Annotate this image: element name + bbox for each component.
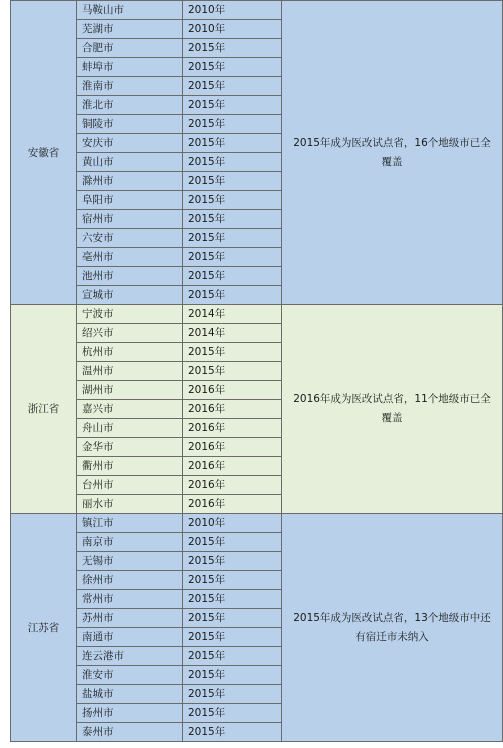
city-cell: 绍兴市 xyxy=(77,324,183,343)
city-cell: 池州市 xyxy=(77,267,183,286)
city-cell: 滁州市 xyxy=(77,172,183,191)
year-cell: 2015年 xyxy=(183,229,282,248)
province-note-cell: 2015年成为医改试点省，16个地级市已全覆盖 xyxy=(282,1,503,305)
city-cell: 衢州市 xyxy=(77,457,183,476)
year-cell: 2016年 xyxy=(183,419,282,438)
year-cell: 2015年 xyxy=(183,115,282,134)
year-cell: 2015年 xyxy=(183,362,282,381)
city-cell: 安庆市 xyxy=(77,134,183,153)
year-cell: 2015年 xyxy=(183,552,282,571)
city-cell: 南通市 xyxy=(77,628,183,647)
city-cell: 六安市 xyxy=(77,229,183,248)
province-note-cell: 2016年成为医改试点省，11个地级市已全覆盖 xyxy=(282,305,503,514)
year-cell: 2016年 xyxy=(183,438,282,457)
year-cell: 2016年 xyxy=(183,495,282,514)
year-cell: 2015年 xyxy=(183,191,282,210)
city-cell: 湖州市 xyxy=(77,381,183,400)
city-cell: 镇江市 xyxy=(77,514,183,533)
year-cell: 2015年 xyxy=(183,96,282,115)
city-cell: 淮安市 xyxy=(77,666,183,685)
year-cell: 2015年 xyxy=(183,533,282,552)
year-cell: 2015年 xyxy=(183,628,282,647)
city-cell: 无锡市 xyxy=(77,552,183,571)
year-cell: 2015年 xyxy=(183,609,282,628)
year-cell: 2015年 xyxy=(183,647,282,666)
city-cell: 南京市 xyxy=(77,533,183,552)
year-cell: 2014年 xyxy=(183,305,282,324)
year-cell: 2016年 xyxy=(183,400,282,419)
year-cell: 2015年 xyxy=(183,248,282,267)
year-cell: 2015年 xyxy=(183,571,282,590)
city-cell: 合肥市 xyxy=(77,39,183,58)
year-cell: 2010年 xyxy=(183,514,282,533)
city-cell: 亳州市 xyxy=(77,248,183,267)
city-cell: 扬州市 xyxy=(77,704,183,723)
year-cell: 2015年 xyxy=(183,39,282,58)
city-cell: 连云港市 xyxy=(77,647,183,666)
left-margin xyxy=(0,0,10,748)
year-cell: 2016年 xyxy=(183,457,282,476)
city-cell: 泰州市 xyxy=(77,723,183,742)
table-row xyxy=(11,1,503,20)
city-cell: 常州市 xyxy=(77,590,183,609)
table-row xyxy=(11,514,503,533)
year-cell: 2015年 xyxy=(183,286,282,305)
city-cell: 徐州市 xyxy=(77,571,183,590)
year-cell: 2016年 xyxy=(183,476,282,495)
city-cell: 宣城市 xyxy=(77,286,183,305)
year-cell: 2015年 xyxy=(183,704,282,723)
city-cell: 宁波市 xyxy=(77,305,183,324)
city-cell: 黄山市 xyxy=(77,153,183,172)
table-row xyxy=(11,305,503,324)
year-cell: 2015年 xyxy=(183,723,282,742)
year-cell: 2015年 xyxy=(183,343,282,362)
city-cell: 台州市 xyxy=(77,476,183,495)
table-body xyxy=(11,1,503,742)
year-cell: 2015年 xyxy=(183,134,282,153)
city-cell: 嘉兴市 xyxy=(77,400,183,419)
year-cell: 2014年 xyxy=(183,324,282,343)
city-cell: 阜阳市 xyxy=(77,191,183,210)
province-cell: 江苏省 xyxy=(11,514,77,742)
city-cell: 温州市 xyxy=(77,362,183,381)
city-cell: 舟山市 xyxy=(77,419,183,438)
year-cell: 2015年 xyxy=(183,77,282,96)
city-cell: 蚌埠市 xyxy=(77,58,183,77)
year-cell: 2010年 xyxy=(183,1,282,20)
city-cell: 丽水市 xyxy=(77,495,183,514)
year-cell: 2015年 xyxy=(183,153,282,172)
city-cell: 苏州市 xyxy=(77,609,183,628)
year-cell: 2015年 xyxy=(183,172,282,191)
province-cell: 浙江省 xyxy=(11,305,77,514)
city-cell: 马鞍山市 xyxy=(77,1,183,20)
city-cell: 宿州市 xyxy=(77,210,183,229)
year-cell: 2010年 xyxy=(183,20,282,39)
year-cell: 2015年 xyxy=(183,210,282,229)
city-cell: 淮北市 xyxy=(77,96,183,115)
city-cell: 杭州市 xyxy=(77,343,183,362)
city-cell: 金华市 xyxy=(77,438,183,457)
year-cell: 2015年 xyxy=(183,685,282,704)
year-cell: 2015年 xyxy=(183,590,282,609)
city-cell: 淮南市 xyxy=(77,77,183,96)
year-cell: 2015年 xyxy=(183,58,282,77)
year-cell: 2016年 xyxy=(183,381,282,400)
year-cell: 2015年 xyxy=(183,666,282,685)
city-cell: 芜湖市 xyxy=(77,20,183,39)
city-cell: 铜陵市 xyxy=(77,115,183,134)
city-cell: 盐城市 xyxy=(77,685,183,704)
province-cell: 安徽省 xyxy=(11,1,77,305)
year-cell: 2015年 xyxy=(183,267,282,286)
province-note-cell: 2015年成为医改试点省，13个地级市中还有宿迁市未纳入 xyxy=(282,514,503,742)
pilot-cities-table xyxy=(10,0,503,742)
